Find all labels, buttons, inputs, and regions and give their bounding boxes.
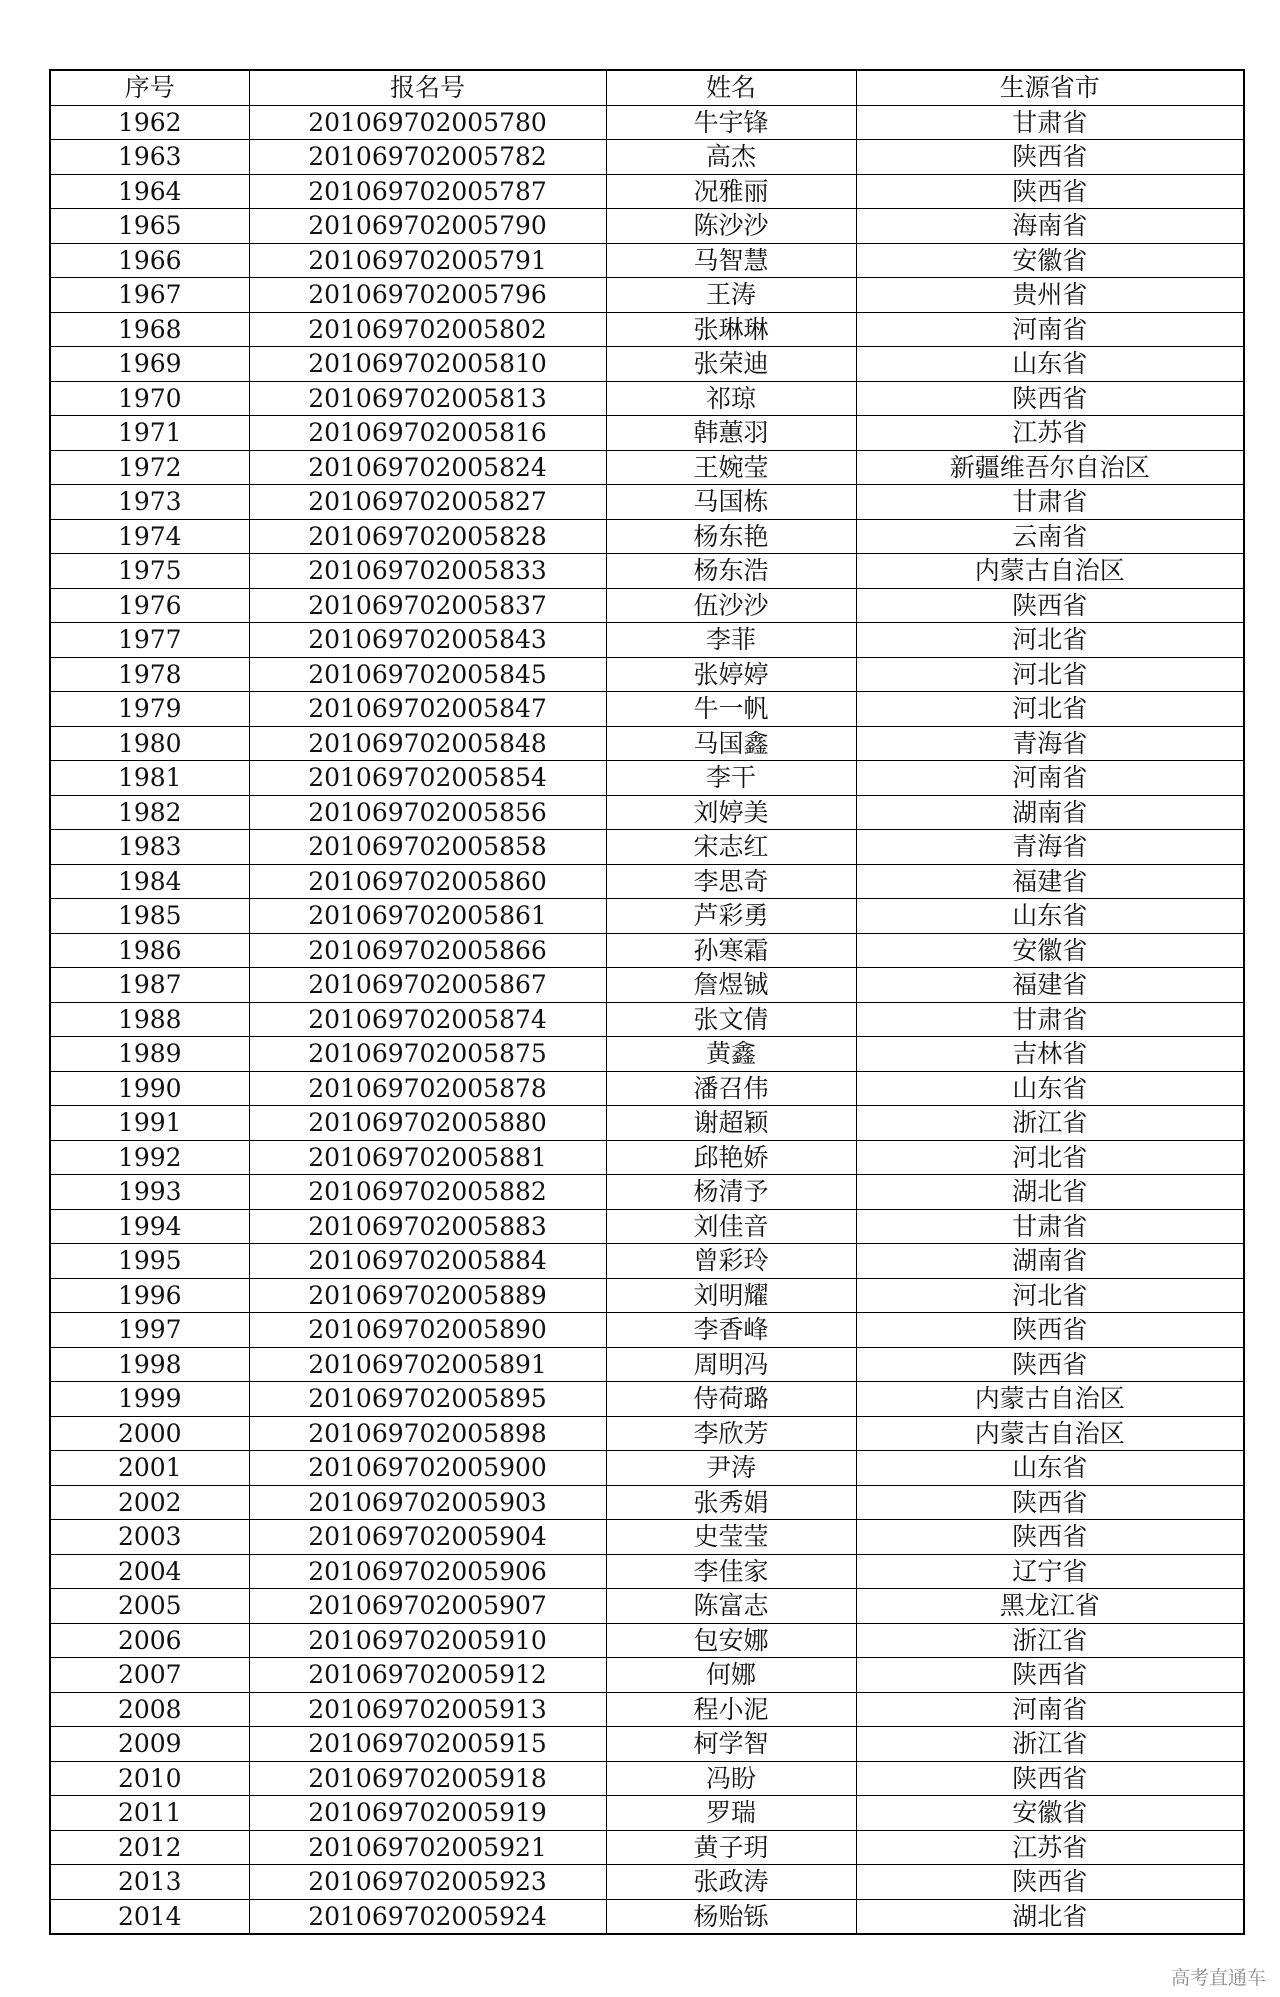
serial-number-cell: 1967 [50,278,249,313]
table-row [50,485,1244,520]
table-row [50,1658,1244,1693]
serial-number-cell: 1980 [50,726,249,761]
province-cell: 安徽省 [856,933,1244,968]
province-cell: 浙江省 [856,1106,1244,1141]
registration-number-cell: 201069702005810 [249,347,606,382]
serial-number-cell: 2014 [50,1899,249,1934]
table-row [50,1761,1244,1796]
province-cell: 青海省 [856,830,1244,865]
province-cell: 河南省 [856,312,1244,347]
name-cell: 张婷婷 [606,657,856,692]
serial-number-cell: 2013 [50,1865,249,1900]
serial-number-cell: 1985 [50,899,249,934]
serial-number-cell: 1969 [50,347,249,382]
province-cell: 河北省 [856,623,1244,658]
name-cell: 孙寒霜 [606,933,856,968]
serial-number-cell: 1977 [50,623,249,658]
table-row [50,692,1244,727]
table-row [50,1071,1244,1106]
registration-number-cell: 201069702005924 [249,1899,606,1934]
province-cell: 辽宁省 [856,1554,1244,1589]
name-cell: 曾彩玲 [606,1244,856,1279]
registration-number-cell: 201069702005910 [249,1623,606,1658]
serial-number-cell: 1986 [50,933,249,968]
province-cell: 陕西省 [856,1658,1244,1693]
name-cell: 高杰 [606,140,856,175]
province-cell: 河南省 [856,1692,1244,1727]
registration-number-cell: 201069702005828 [249,519,606,554]
serial-number-cell: 1968 [50,312,249,347]
serial-number-cell: 1988 [50,1002,249,1037]
serial-number-cell: 2000 [50,1416,249,1451]
table-row [50,140,1244,175]
registration-number-cell: 201069702005867 [249,968,606,1003]
name-cell: 马智慧 [606,243,856,278]
province-cell: 河北省 [856,692,1244,727]
serial-number-cell: 2012 [50,1830,249,1865]
table-row [50,1727,1244,1762]
name-cell: 王婉莹 [606,450,856,485]
serial-number-cell: 1971 [50,416,249,451]
serial-number-cell: 1983 [50,830,249,865]
serial-number-cell: 1981 [50,761,249,796]
registration-number-cell: 201069702005813 [249,381,606,416]
table-row [50,1623,1244,1658]
table-row [50,1244,1244,1279]
province-cell: 青海省 [856,726,1244,761]
province-cell: 湖南省 [856,795,1244,830]
table-row [50,1175,1244,1210]
province-cell: 河北省 [856,1140,1244,1175]
name-cell: 谢超颖 [606,1106,856,1141]
name-cell: 罗瑞 [606,1796,856,1831]
province-cell: 内蒙古自治区 [856,1382,1244,1417]
province-cell: 甘肃省 [856,1002,1244,1037]
serial-number-cell: 1974 [50,519,249,554]
name-cell: 李香峰 [606,1313,856,1348]
registration-number-cell: 201069702005866 [249,933,606,968]
province-cell: 山东省 [856,1451,1244,1486]
name-cell: 祁琼 [606,381,856,416]
registration-number-cell: 201069702005787 [249,174,606,209]
name-cell: 况雅丽 [606,174,856,209]
province-cell: 安徽省 [856,1796,1244,1831]
province-cell: 福建省 [856,968,1244,1003]
province-cell: 内蒙古自治区 [856,1416,1244,1451]
province-cell: 湖北省 [856,1899,1244,1934]
province-cell: 湖南省 [856,1244,1244,1279]
table-row [50,657,1244,692]
province-cell: 陕西省 [856,1313,1244,1348]
registration-number-cell: 201069702005780 [249,105,606,140]
name-cell: 李菲 [606,623,856,658]
table-header-row [50,70,1244,105]
registration-number-cell: 201069702005782 [249,140,606,175]
province-cell: 山东省 [856,1071,1244,1106]
serial-number-cell: 1979 [50,692,249,727]
header-serial-number: 序号 [50,70,249,105]
name-cell: 芦彩勇 [606,899,856,934]
name-cell: 李欣芳 [606,1416,856,1451]
registration-number-cell: 201069702005903 [249,1485,606,1520]
serial-number-cell: 1975 [50,554,249,589]
name-cell: 陈沙沙 [606,209,856,244]
province-cell: 河南省 [856,761,1244,796]
table-row [50,1106,1244,1141]
table-row [50,830,1244,865]
table-row [50,1485,1244,1520]
registration-number-cell: 201069702005890 [249,1313,606,1348]
registration-number-cell: 201069702005898 [249,1416,606,1451]
table-row [50,105,1244,140]
header-province: 生源省市 [856,70,1244,105]
province-cell: 陕西省 [856,1761,1244,1796]
name-cell: 张琳琳 [606,312,856,347]
province-cell: 陕西省 [856,1347,1244,1382]
registration-number-cell: 201069702005875 [249,1037,606,1072]
serial-number-cell: 1990 [50,1071,249,1106]
serial-number-cell: 1962 [50,105,249,140]
registration-number-cell: 201069702005923 [249,1865,606,1900]
province-cell: 浙江省 [856,1727,1244,1762]
table-row [50,1416,1244,1451]
province-cell: 海南省 [856,209,1244,244]
table-row [50,1899,1244,1934]
province-cell: 甘肃省 [856,1209,1244,1244]
registration-number-cell: 201069702005816 [249,416,606,451]
table-row [50,554,1244,589]
name-cell: 詹煜铖 [606,968,856,1003]
name-cell: 侍荷璐 [606,1382,856,1417]
province-cell: 河北省 [856,657,1244,692]
serial-number-cell: 2007 [50,1658,249,1693]
name-cell: 程小泥 [606,1692,856,1727]
serial-number-cell: 1993 [50,1175,249,1210]
province-cell: 湖北省 [856,1175,1244,1210]
table-row [50,1830,1244,1865]
province-cell: 山东省 [856,899,1244,934]
watermark-text: 高考直通车 [1170,1967,1266,1989]
serial-number-cell: 1966 [50,243,249,278]
registration-number-cell: 201069702005858 [249,830,606,865]
name-cell: 周明冯 [606,1347,856,1382]
province-cell: 贵州省 [856,278,1244,313]
province-cell: 云南省 [856,519,1244,554]
name-cell: 黄子玥 [606,1830,856,1865]
registration-number-cell: 201069702005827 [249,485,606,520]
registration-number-cell: 201069702005921 [249,1830,606,1865]
province-cell: 陕西省 [856,381,1244,416]
table-row [50,1865,1244,1900]
table-row [50,243,1244,278]
table-row [50,1347,1244,1382]
serial-number-cell: 1995 [50,1244,249,1279]
province-cell: 陕西省 [856,588,1244,623]
province-cell: 山东省 [856,347,1244,382]
name-cell: 张文倩 [606,1002,856,1037]
table-row [50,1520,1244,1555]
registration-number-cell: 201069702005900 [249,1451,606,1486]
header-registration-number: 报名号 [249,70,606,105]
table-row [50,1278,1244,1313]
registration-number-cell: 201069702005884 [249,1244,606,1279]
registration-number-cell: 201069702005904 [249,1520,606,1555]
registration-number-cell: 201069702005891 [249,1347,606,1382]
serial-number-cell: 1987 [50,968,249,1003]
name-cell: 王涛 [606,278,856,313]
registration-number-cell: 201069702005845 [249,657,606,692]
table-row [50,795,1244,830]
table-row [50,1692,1244,1727]
header-name: 姓名 [606,70,856,105]
name-cell: 黄鑫 [606,1037,856,1072]
name-cell: 柯学智 [606,1727,856,1762]
registration-number-cell: 201069702005906 [249,1554,606,1589]
registration-number-cell: 201069702005856 [249,795,606,830]
serial-number-cell: 1984 [50,864,249,899]
name-cell: 韩蕙羽 [606,416,856,451]
name-cell: 包安娜 [606,1623,856,1658]
table-row [50,278,1244,313]
registration-number-cell: 201069702005912 [249,1658,606,1693]
province-cell: 新疆维吾尔自治区 [856,450,1244,485]
province-cell: 黑龙江省 [856,1589,1244,1624]
table-row [50,519,1244,554]
table-row [50,968,1244,1003]
province-cell: 浙江省 [856,1623,1244,1658]
name-cell: 尹涛 [606,1451,856,1486]
table-row [50,933,1244,968]
serial-number-cell: 1963 [50,140,249,175]
table-row [50,623,1244,658]
table-row [50,1313,1244,1348]
table-row [50,1002,1244,1037]
registration-number-cell: 201069702005847 [249,692,606,727]
serial-number-cell: 1976 [50,588,249,623]
table-row [50,588,1244,623]
name-cell: 邱艳娇 [606,1140,856,1175]
table-row [50,761,1244,796]
serial-number-cell: 1994 [50,1209,249,1244]
serial-number-cell: 2010 [50,1761,249,1796]
province-cell: 甘肃省 [856,105,1244,140]
registration-number-cell: 201069702005833 [249,554,606,589]
registration-number-cell: 201069702005791 [249,243,606,278]
registration-number-cell: 201069702005848 [249,726,606,761]
province-cell: 陕西省 [856,1865,1244,1900]
name-cell: 张政涛 [606,1865,856,1900]
table-row [50,450,1244,485]
serial-number-cell: 1972 [50,450,249,485]
name-cell: 潘召伟 [606,1071,856,1106]
table-row [50,1796,1244,1831]
province-cell: 吉林省 [856,1037,1244,1072]
province-cell: 陕西省 [856,1485,1244,1520]
name-cell: 马国鑫 [606,726,856,761]
table-row [50,312,1244,347]
serial-number-cell: 1973 [50,485,249,520]
name-cell: 刘佳音 [606,1209,856,1244]
name-cell: 李佳家 [606,1554,856,1589]
table-row [50,899,1244,934]
registration-number-cell: 201069702005878 [249,1071,606,1106]
registration-number-cell: 201069702005824 [249,450,606,485]
name-cell: 张荣迪 [606,347,856,382]
province-cell: 河北省 [856,1278,1244,1313]
serial-number-cell: 2005 [50,1589,249,1624]
serial-number-cell: 1965 [50,209,249,244]
serial-number-cell: 1989 [50,1037,249,1072]
name-cell: 牛宇锋 [606,105,856,140]
table-row [50,1209,1244,1244]
serial-number-cell: 1992 [50,1140,249,1175]
province-cell: 安徽省 [856,243,1244,278]
name-cell: 牛一帆 [606,692,856,727]
serial-number-cell: 2008 [50,1692,249,1727]
name-cell: 刘明耀 [606,1278,856,1313]
registration-number-cell: 201069702005881 [249,1140,606,1175]
registration-number-cell: 201069702005889 [249,1278,606,1313]
registration-number-cell: 201069702005882 [249,1175,606,1210]
serial-number-cell: 1982 [50,795,249,830]
serial-number-cell: 1998 [50,1347,249,1382]
registration-number-cell: 201069702005874 [249,1002,606,1037]
name-cell: 伍沙沙 [606,588,856,623]
province-cell: 内蒙古自治区 [856,554,1244,589]
table-row [50,381,1244,416]
registration-number-cell: 201069702005919 [249,1796,606,1831]
serial-number-cell: 2006 [50,1623,249,1658]
province-cell: 陕西省 [856,174,1244,209]
name-cell: 张秀娟 [606,1485,856,1520]
table-row [50,347,1244,382]
table-row [50,1140,1244,1175]
name-cell: 冯盼 [606,1761,856,1796]
province-cell: 陕西省 [856,140,1244,175]
serial-number-cell: 1970 [50,381,249,416]
name-cell: 李思奇 [606,864,856,899]
name-cell: 杨东艳 [606,519,856,554]
registration-number-cell: 201069702005802 [249,312,606,347]
name-cell: 何娜 [606,1658,856,1693]
registration-number-cell: 201069702005837 [249,588,606,623]
registration-number-cell: 201069702005790 [249,209,606,244]
serial-number-cell: 2009 [50,1727,249,1762]
name-cell: 史莹莹 [606,1520,856,1555]
table-row [50,726,1244,761]
name-cell: 陈富志 [606,1589,856,1624]
serial-number-cell: 1991 [50,1106,249,1141]
serial-number-cell: 1999 [50,1382,249,1417]
registration-number-cell: 201069702005861 [249,899,606,934]
registration-number-cell: 201069702005907 [249,1589,606,1624]
name-cell: 刘婷美 [606,795,856,830]
name-cell: 杨清予 [606,1175,856,1210]
registration-number-cell: 201069702005913 [249,1692,606,1727]
table-row [50,416,1244,451]
registration-number-cell: 201069702005918 [249,1761,606,1796]
table-row [50,209,1244,244]
registration-number-cell: 201069702005915 [249,1727,606,1762]
province-cell: 江苏省 [856,416,1244,451]
table-row [50,174,1244,209]
table-row [50,864,1244,899]
registration-number-cell: 201069702005860 [249,864,606,899]
table-row [50,1382,1244,1417]
serial-number-cell: 2011 [50,1796,249,1831]
serial-number-cell: 2003 [50,1520,249,1555]
serial-number-cell: 1964 [50,174,249,209]
serial-number-cell: 1978 [50,657,249,692]
name-cell: 李干 [606,761,856,796]
registration-number-cell: 201069702005796 [249,278,606,313]
serial-number-cell: 2004 [50,1554,249,1589]
registration-number-cell: 201069702005883 [249,1209,606,1244]
province-cell: 陕西省 [856,1520,1244,1555]
registration-number-cell: 201069702005895 [249,1382,606,1417]
table-row [50,1589,1244,1624]
table-row [50,1554,1244,1589]
table-row [50,1451,1244,1486]
table-body [50,105,1244,1934]
registration-number-cell: 201069702005854 [249,761,606,796]
name-cell: 宋志红 [606,830,856,865]
table-row [50,1037,1244,1072]
province-cell: 江苏省 [856,1830,1244,1865]
serial-number-cell: 1997 [50,1313,249,1348]
name-cell: 杨贻铄 [606,1899,856,1934]
province-cell: 福建省 [856,864,1244,899]
serial-number-cell: 1996 [50,1278,249,1313]
registration-number-cell: 201069702005880 [249,1106,606,1141]
name-cell: 杨东浩 [606,554,856,589]
serial-number-cell: 2002 [50,1485,249,1520]
province-cell: 甘肃省 [856,485,1244,520]
admission-list-table [49,69,1245,1935]
serial-number-cell: 2001 [50,1451,249,1486]
name-cell: 马国栋 [606,485,856,520]
registration-number-cell: 201069702005843 [249,623,606,658]
